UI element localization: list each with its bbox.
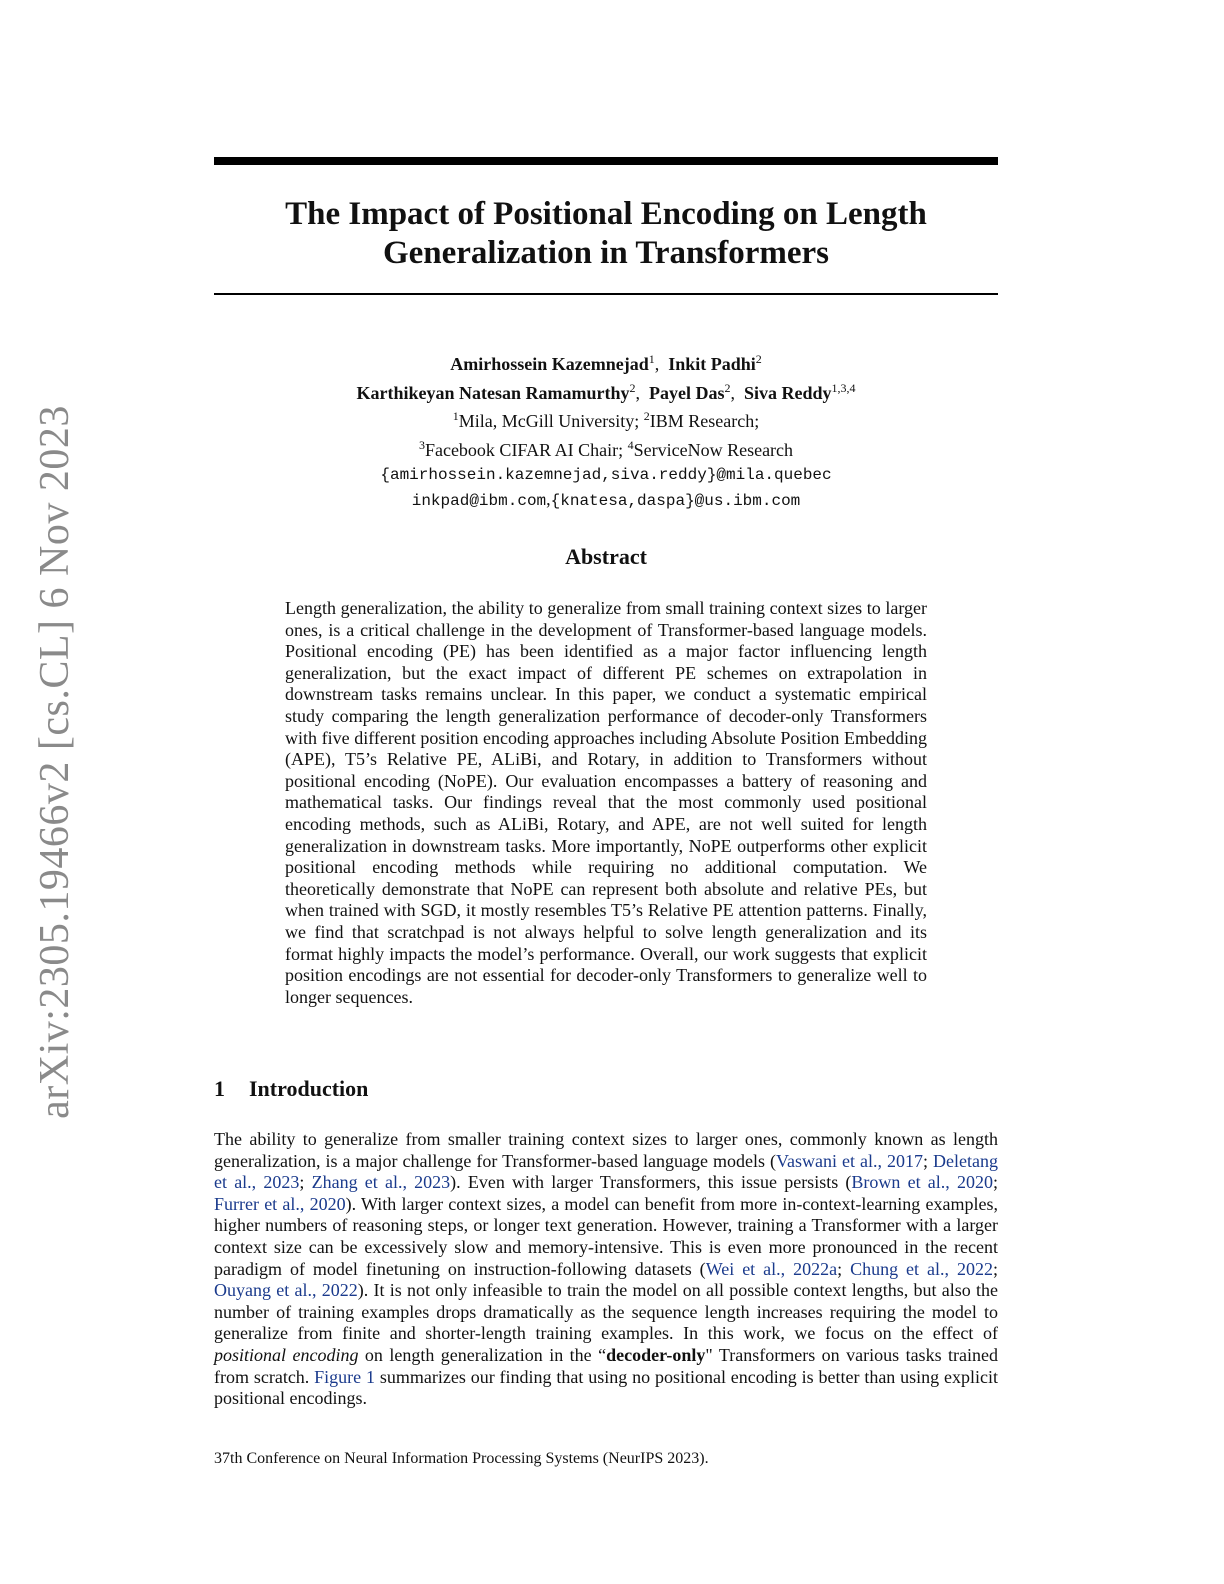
affiliation-mark: 2 bbox=[724, 380, 731, 395]
affiliation: Facebook CIFAR AI Chair; bbox=[424, 439, 624, 460]
intro-text: on length generalization in the “ bbox=[358, 1344, 607, 1365]
citation-link[interactable]: Zhang et al., 2023 bbox=[311, 1172, 451, 1193]
figure-reference-link[interactable]: Figure 1 bbox=[314, 1366, 376, 1387]
email-line-1 bbox=[214, 462, 998, 488]
affiliation: ServiceNow Research bbox=[633, 439, 794, 460]
affiliation: IBM Research; bbox=[649, 411, 760, 431]
bold-text: decoder-only bbox=[606, 1344, 706, 1365]
citation-link[interactable]: Brown et al., 2020 bbox=[851, 1172, 993, 1193]
intro-text: ). With larger context sizes, a model can benefit from more in-context-learning examples, higher numbers of reasoning steps, or longer text generation. However, training a Transformer with a larger context size can be excessively slow and memory-intensive. This is even more pronounced in the recent paradigm of model finetuning on instruction-following datasets ( bbox=[214, 1193, 998, 1279]
section-heading-introduction bbox=[214, 1076, 368, 1102]
author-name: Inkit Padhi bbox=[668, 354, 756, 374]
intro-text: summarizes our finding that using no positional encoding is better than using explicit positional encodings. bbox=[214, 1366, 998, 1409]
affiliation: Mila, McGill University; bbox=[458, 411, 640, 431]
citation-link[interactable]: Vaswani et al., 2017 bbox=[776, 1150, 924, 1171]
emphasis-text: positional encoding bbox=[214, 1344, 359, 1365]
email-separator: , bbox=[546, 488, 551, 509]
intro-text: The ability to generalize from smaller training context sizes to larger ones, commonly known as length generalization, is a major challenge for Transformer-based language models ( bbox=[214, 1129, 998, 1171]
affiliation-line-2 bbox=[214, 434, 998, 463]
introduction-paragraph bbox=[214, 1129, 998, 1410]
citation-link[interactable]: Furrer et al., 2020 bbox=[214, 1193, 346, 1214]
affiliation-mark: 1 bbox=[648, 352, 655, 366]
author-name: Amirhossein Kazemnejad bbox=[450, 354, 649, 374]
intro-text: ; bbox=[992, 1172, 998, 1193]
conference-footnote: 37th Conference on Neural Information Processing Systems (NeurIPS 2023). bbox=[214, 1450, 709, 1467]
section-title: Introduction bbox=[249, 1076, 369, 1101]
intro-text: ; bbox=[923, 1150, 934, 1171]
author-line-1: Amirhossein Kazemnejad$^1$, Inkit Padhi$^2$ bbox=[450, 352, 762, 374]
author-line-2: Karthikeyan Natesan Ramamurthy$^2$, Payel Das$^2$, Siva Reddy$^{1,3,4}$ bbox=[356, 380, 856, 403]
abstract-heading: Abstract bbox=[565, 544, 647, 569]
affiliation-mark: 2 bbox=[643, 409, 650, 423]
title-line-2: Generalization in Transformers bbox=[382, 235, 830, 271]
intro-text: ). Even with larger Transformers, this issue persists ( bbox=[450, 1172, 852, 1193]
title-top-rule bbox=[214, 157, 998, 165]
section-number: 1 bbox=[214, 1076, 225, 1101]
author-name: Karthikeyan Natesan Ramamurthy bbox=[356, 382, 630, 403]
intro-text: ). It is not only infeasible to train the model on all possible context lengths, but also the number of training examples drops dramatically as the sequence length increases requiring the model to generalize from finite and shorter-length training examples. In this work, we focus on the effect of bbox=[214, 1280, 999, 1344]
paper-title bbox=[214, 195, 998, 273]
arxiv-identifier: arXiv:2305.19466v2 [cs.CL] 6 Nov 2023 bbox=[32, 405, 78, 1119]
citation-link[interactable]: Wei et al., 2022a bbox=[705, 1258, 838, 1279]
affiliation-mark: 1,3,4 bbox=[831, 380, 856, 395]
author-name: Payel Das bbox=[648, 382, 725, 403]
citation-link[interactable]: Chung et al., 2022 bbox=[850, 1258, 993, 1279]
affiliation-line-1 bbox=[214, 405, 998, 434]
intro-text: ; bbox=[299, 1172, 312, 1193]
intro-text: " Transformers on various tasks trained from scratch. bbox=[214, 1344, 998, 1387]
intro-text: ; bbox=[837, 1258, 851, 1279]
abstract-text: Length generalization, the ability to generalize from small training context sizes to larger ones, is a critical challenge in the development of Transformer-based language models. Positional encoding (PE) has been identified as a major factor influencing length generalization, but the exact impact of different PE schemes on extrapolation in downstream tasks remains unclear. In this paper, we conduct a systematic empirical study comparing the length generalization performance of decoder-only Transformers with five different position encoding approaches including Absolute Position Embedding (APE), T5’s Relative PE, ALiBi, and Rotary, in addition to Transformers without positional encoding (NoPE). Our evaluation encompasses a battery of reasoning and mathematical tasks. Our findings reveal that the most commonly used positional encoding methods, such as ALiBi, Rotary, and APE, are not well suited for length generalization in downstream tasks. More importantly, NoPE outperforms other explicit positional encoding methods while requiring no additional computation. We theoretically demonstrate that NoPE can represent both absolute and relative PEs, but when trained with SGD, it mostly resembles T5’s Relative PE attention patterns. Finally, we find that scratchpad is not always helpful to solve length generalization and its format highly impacts the model’s performance. Overall, our work suggests that explicit position encodings are not essential for decoder-only Transformers to generalize well to longer sequences. bbox=[285, 598, 927, 1007]
author-name: Siva Reddy bbox=[743, 382, 832, 403]
author-email[interactable]: inkpad@ibm.com bbox=[411, 491, 547, 510]
title-bottom-rule bbox=[214, 293, 998, 295]
citation-link[interactable]: Deletang et al., 2023 bbox=[214, 1150, 998, 1193]
author-block bbox=[214, 348, 998, 513]
citation-link[interactable]: Ouyang et al., 2022 bbox=[214, 1280, 358, 1301]
author-email[interactable]: {amirhossein.kazemnejad,siva.reddy}@mila.quebec bbox=[380, 466, 832, 484]
arxiv-identifier-sidebar bbox=[0, 0, 110, 1584]
email-line-2 bbox=[214, 488, 998, 514]
title-line-1: The Impact of Positional Encoding on Length bbox=[285, 196, 927, 232]
affiliation-mark: 3 bbox=[418, 437, 425, 452]
affiliation-mark: 4 bbox=[627, 437, 634, 452]
author-email[interactable]: {knatesa,daspa}@us.ibm.com bbox=[550, 491, 801, 510]
intro-text: ; bbox=[992, 1258, 998, 1279]
affiliation-mark: 2 bbox=[755, 352, 762, 366]
affiliation-mark: 2 bbox=[629, 380, 636, 395]
affiliation-mark: 1 bbox=[452, 409, 459, 423]
